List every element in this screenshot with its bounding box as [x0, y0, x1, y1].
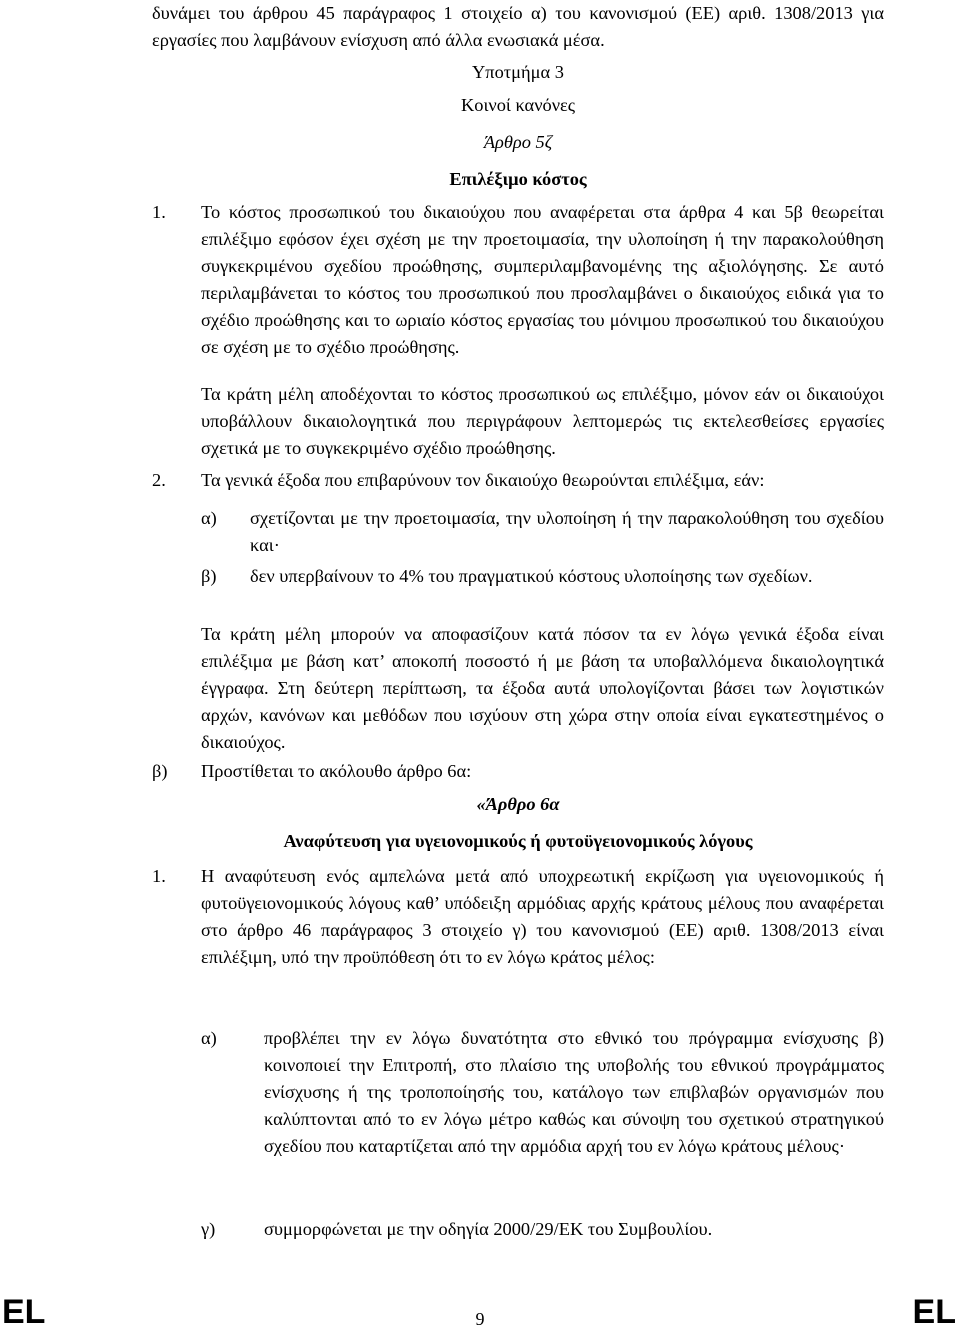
paragraph-text: Η αναφύτευση ενός αμπελώνα μετά από υποχρεωτική εκρίζωση για υγειονομικούς ή φυτοϋγειονομικούς λόγους καθ’ υπόδειξη αρμόδιας αρχής κράτους μέλους που αναφέρεται στο άρθρο 46 παράγραφος 3 στοιχείο γ) του κανονισμού (ΕΕ) αριθ. 1308/2013 είναι επιλέξιμη, υπό την προϋπόθεση ότι το εν λόγω κράτος μέλος:: [201, 866, 884, 967]
list-item-label: α): [201, 508, 217, 528]
list-item-label: γ): [201, 1219, 216, 1239]
article-title: Αναφύτευση για υγειονομικούς ή φυτοϋγειονομικούς λόγους: [283, 831, 753, 851]
list-item-text: δεν υπερβαίνουν το 4% του πραγματικού κόστους υλοποίησης των σχεδίων.: [250, 566, 813, 586]
subsection-title: Κοινοί κανόνες: [460, 95, 576, 115]
paragraph-number: 2.: [152, 470, 166, 490]
paragraph-text: Τα κράτη μέλη μπορούν να αποφασίζουν κατά πόσον τα εν λόγω γενικά έξοδα είναι επιλέξιμα με βάση κατ’ αποκοπή ποσοστό ή με βάση τα υποβαλλόμενα δικαιολογητικά έγγραφα. Στη δεύτερη περίπτωση, τα έξοδα αυτά υπολογίζονται βάσει των λογιστικών αρχών, κανόνων και μεθόδων που ισχύουν στη χώρα στην οποία είναι εγκατεστημένος ο δικαιούχος.: [201, 624, 884, 752]
paragraph-text: Τα κράτη μέλη αποδέχονται το κόστος προσωπικού ως επιλέξιμο, μόνον εάν οι δικαιούχοι υποβάλλουν δικαιολογητικά που περιγράφουν λεπτομερώς τις εκτελεσθείσες εργασίες σχετικά με το συγκεκριμένο σχέδιο προώθησης.: [201, 384, 884, 458]
list-item-text: προβλέπει την εν λόγω δυνατότητα στο εθνικό του πρόγραμμα ενίσχυσης β) κοινοποιεί την Επιτροπή, στο πλαίσιο της υποβολής του εθνικού προγράμματος ενίσχυσης ή της τροποποίησής του, κατάλογο των επιβλαβών οργανισμών που καλύπτονται από το εν λόγω μέτρο καθώς και σύνοψη του σχετικού στρατηγικού σχεδίου που καταρτίζεται από την αρμόδια αρχή του εν λόγω κράτους μέλους·: [264, 1028, 884, 1156]
list-item-text: σχετίζονται με την προετοιμασία, την υλοποίηση ή την παρακολούθηση του σχεδίου και·: [250, 508, 884, 555]
footer-language-left: EL: [2, 1293, 46, 1331]
paragraph-number: 1.: [152, 202, 166, 222]
list-item-label: α): [201, 1028, 217, 1048]
page-number: 9: [475, 1309, 485, 1329]
paragraph-number: 1.: [152, 866, 166, 886]
point-text: Προστίθεται το ακόλουθο άρθρο 6α:: [201, 761, 472, 781]
list-item-text: συμμορφώνεται με την οδηγία 2000/29/ΕΚ του Συμβουλίου.: [264, 1219, 713, 1239]
article-title: Επιλέξιμο κόστος: [449, 169, 587, 189]
point-label: β): [152, 761, 168, 781]
paragraph-text: Το κόστος προσωπικού του δικαιούχου που αναφέρεται στα άρθρα 4 και 5β θεωρείται επιλέξιμο εφόσον έχει σχέση με την προετοιμασία, την υλοποίηση ή την παρακολούθηση συγκεκριμένου σχεδίου προώθησης, συμπεριλαμβανομένης της αξιολόγησης. Σε αυτό περιλαμβάνεται το κόστος του προσωπικού που προσλαμβάνει ο δικαιούχος ειδικά για το σχέδιο προώθησης και το ωριαίο κόστος εργασίας του μόνιμου προσωπικού του δικαιούχου σε σχέση με το σχέδιο προώθησης.: [201, 202, 884, 357]
article-heading: Άρθρο 5ζ: [483, 132, 553, 152]
list-item-label: β): [201, 566, 217, 586]
paragraph-text: Τα γενικά έξοδα που επιβαρύνουν τον δικαιούχο θεωρούνται επιλέξιμα, εάν:: [201, 470, 765, 490]
intro-paragraph: δυνάμει του άρθρου 45 παράγραφος 1 στοιχείο α) του κανονισμού (ΕΕ) αριθ. 1308/2013 για εργασίες που λαμβάνουν ενίσχυση από άλλα ενωσιακά μέσα.: [152, 3, 884, 50]
footer-language-right: EL: [912, 1293, 956, 1331]
subsection-number: Υποτμήμα 3: [472, 62, 564, 82]
article-heading: «Άρθρο 6α: [476, 794, 560, 814]
